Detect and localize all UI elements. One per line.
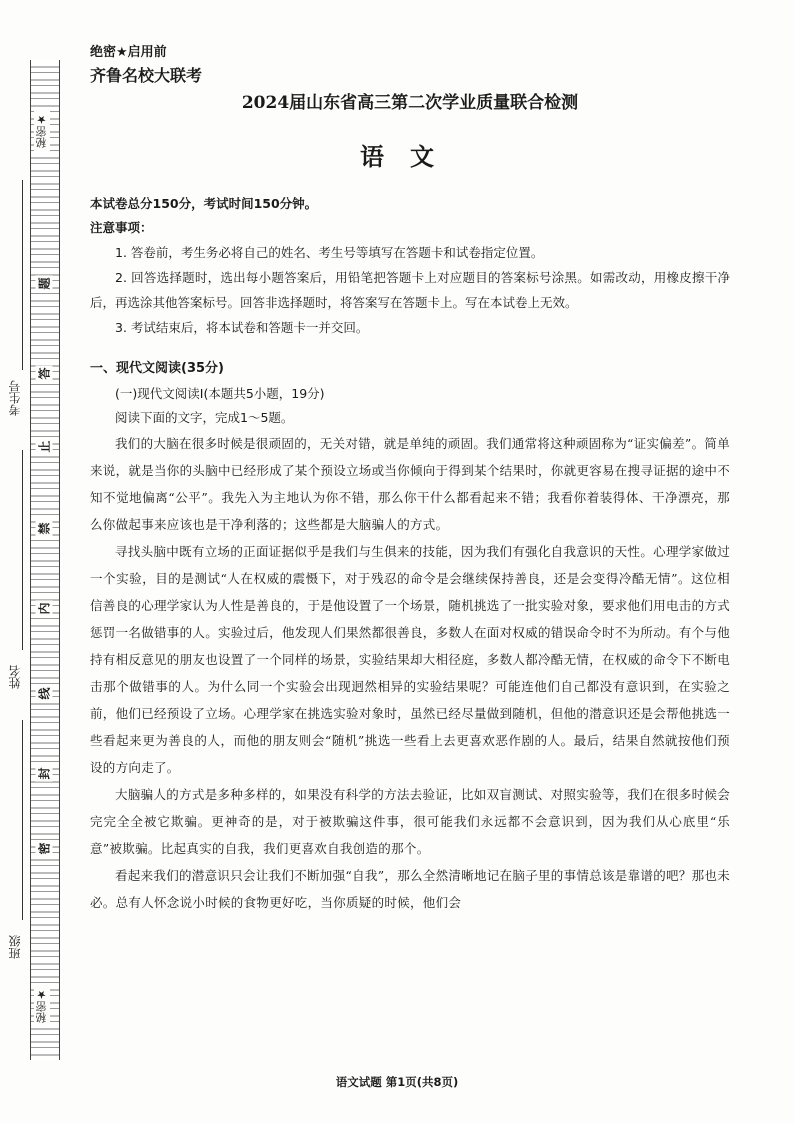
subsection-title: (一)现代文阅读Ⅰ(本题共5小题，19分) — [115, 386, 325, 401]
seal-char: 内 — [37, 602, 52, 615]
reading-paragraph: 看起来我们的潜意识只会让我们不断加强“自我”，那么全然清晰地记在脑子里的事情总该是靠谱的吧？那也未必。总有人怀念说小时候的食物更好吃，当你质疑的时候，他们会 — [90, 868, 730, 910]
subject-title: 语文 — [360, 142, 460, 171]
score-time: 本试卷总分150分，考试时间150分钟。 — [90, 196, 318, 211]
seal-char: 题 — [37, 277, 52, 290]
name-label: 姓名 — [8, 665, 22, 689]
confidential-mark: 绝密★启用前 — [90, 45, 167, 60]
reading-paragraph: 大脑骗人的方式是多种多样的，如果没有科学的方法去验证，比如双盲测试、对照实验等，我们在很多时候会完完全全被它欺骗。更神奇的是，对于被欺骗这件事，很可能我们永远都不会意识到，因为我们从心底里“乐意”被欺骗。比起真实的自我，我们更喜欢自我创造的那个。 — [90, 787, 730, 856]
class-label: 班级 — [8, 935, 22, 959]
exam-title: 2024届山东省高三第二次学业质量联合检测 — [241, 93, 579, 113]
class-line — [22, 720, 23, 920]
notice-item: 1. 答卷前，考生务必将自己的姓名、考生号等填写在答题卡和试卷指定位置。 — [115, 245, 544, 260]
student-id-label: 考生号 — [8, 380, 22, 416]
notice-heading: 注意事项： — [90, 220, 153, 235]
exam-content — [90, 42, 730, 916]
notice-item: 3. 考试结束后，将本试卷和答题卡一并交回。 — [115, 320, 369, 335]
reading-paragraph: 寻找头脑中既有立场的正面证据似乎是我们与生俱来的技能，因为我们有强化自我意识的天性。心理学家做过一个实验，目的是测试“人在权威的震慑下，对于残忍的命令是会继续保持善良，还是会变得冷酷无情”。这位相信善良的心理学家认为人性是善良的，于是他设置了一个场景，随机挑选了一批实验对象，要求他们用电击的方式惩罚一名做错事的人。实验过后，他发现人们果然都很善良，多数人在面对权威的错误命令时不为所动。有个与他持有相反意见的朋友也设置了一个同样的场景，实验结果却大相径庭，多数人都冷酷无情，在权威的命令下不断电击那个做错事的人。为什么同一个实验会出现迥然相异的实验结果呢？可能连他们自己都没有意识到，在实验之前，他们已经预设了立场。心理学家在挑选实验对象时，虽然已经尽量做到随机，但他的潜意识还是会帮他挑选一些看起来更为善良的人，而他的朋友则会“随机”挑选一些看上去更喜欢恶作剧的人。最后，结果自然就按他们预设的方向走了。 — [90, 544, 731, 775]
seal-char: 禁 — [37, 522, 52, 535]
organization: 齐鲁名校大联考 — [90, 66, 203, 85]
reading-paragraph: 我们的大脑在很多时候是很顽固的，无关对错，就是单纯的顽固。我们通常将这种顽固称为“证实偏差”。简单来说，就是当你的头脑中已经形成了某个预设立场或当你倾向于得到某个结果时，你就更容易在搜寻证据的途中不知不觉地偏离“公平”。我先入为主地认为你不错，那么你干什么都看起来不错；我看你着装得体、干净漂亮，那么你做起事来应该也是干净利落的；这些都是大脑骗人的方式。 — [90, 436, 731, 532]
page-footer: 语文试题 第1页(共8页) — [335, 1075, 459, 1089]
seal-char: 答 — [37, 367, 52, 380]
seal-char: 密 — [37, 842, 52, 855]
binding-strip — [30, 60, 60, 1060]
student-id-line — [22, 180, 23, 370]
seal-char: 线 — [37, 687, 52, 700]
name-line — [22, 450, 23, 650]
strip-bottom-label: 秘密★ — [34, 985, 50, 1026]
notice-item: 2. 回答选择题时，选出每小题答案后，用铅笔把答题卡上对应题目的答案标号涂黑。如需改动，用橡皮擦干净后，再选涂其他答案标号。回答非选择题时，将答案写在答题卡上。写在本试卷上无效。 — [90, 270, 730, 310]
reading-instruction: 阅读下面的文字，完成1～5题。 — [115, 410, 294, 425]
section-title: 一、现代文阅读(35分) — [90, 361, 224, 376]
seal-char: 止 — [37, 440, 52, 453]
strip-top-label: 秘密★ — [34, 110, 50, 151]
seal-char: 封 — [37, 767, 52, 780]
